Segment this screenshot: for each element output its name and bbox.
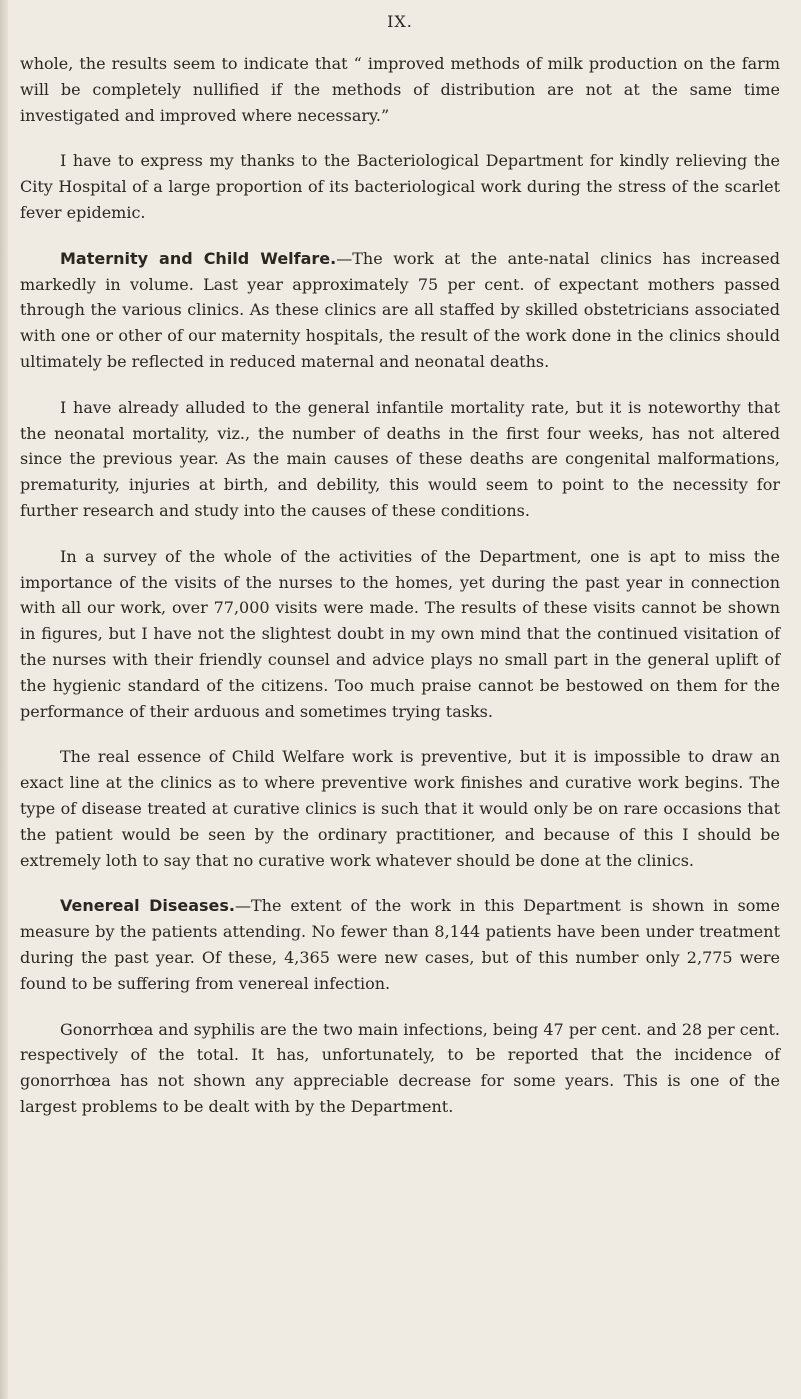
paragraph-8 [20, 1017, 780, 1120]
paragraph-6 [20, 744, 780, 873]
paragraph-8-text: Gonorrhœa and syphilis are the two main infections, being 47 per cent. and 28 per cent. respectively of the total. It has, unfortunately, to be reported that the incidence of gonorrhœa has not shown any appreciable decrease for some years. This is one of the largest problems to be dealt with by the Department. [20, 1019, 780, 1116]
paragraph-5 [20, 544, 780, 725]
page-number: IX. [387, 12, 413, 31]
paragraph-venereal [20, 893, 780, 996]
document-page [20, 12, 780, 1140]
paragraph-maternity [20, 246, 780, 375]
paragraph-1-text: whole, the results seem to indicate that “ improved methods of milk production on the farm will be completely nullified if the methods of distribution are not at the same time investigated and improved where necessary.” [20, 54, 780, 125]
paragraph-2 [20, 148, 780, 225]
paragraph-2-text: I have to express my thanks to the Bacteriological Department for kindly relieving the City Hospital of a large proportion of its bacteriological work during the stress of the scarlet fever epidemic. [20, 151, 780, 222]
paragraph-5-text: In a survey of the whole of the activities of the Department, one is apt to miss the importance of the visits of the nurses to the homes, yet during the past year in connection with all our work, over 77,000 visits were made. The results of these visits cannot be shown in figures, but I have not the slightest doubt in my own mind that the continued visitation of the nurses with their friendly counsel and advice plays no small part in the general uplift of the hygienic standard of the citizens. Too much praise cannot be bestowed on them for the performance of their arduous and sometimes trying tasks. [20, 546, 780, 721]
paragraph-4-text: I have already alluded to the general infantile mortality rate, but it is noteworthy that the neonatal mortality, viz., the number of deaths in the first four weeks, has not altered since the previous year. As the main causes of these deaths are congenital malformations, prematurity, injuries at birth, and debility, this would seem to point to the necessity for further research and study into the causes of these conditions. [20, 397, 780, 520]
paragraph-venereal-text: —The extent of the work in this Department is shown in some measure by the patients attending. No fewer than 8,144 patients have been under treatment during the past year. Of these, 4,365 were new cases, but of this number only 2,775 were found to be suffering from venereal infection. [20, 896, 781, 993]
paragraph-6-text: The real essence of Child Welfare work is preventive, but it is impossible to draw an exact line at the clinics as to where preventive work finishes and curative work begins. The type of disease treated at curative clinics is such that it would only be on rare occasions that the patient would be seen by the ordinary practitioner, and because of this I should be extremely loth to say that no curative work whatever should be done at the clinics. [20, 747, 780, 870]
paragraph-4 [20, 395, 780, 524]
paragraph-maternity-text: —The work at the ante-natal clinics has increased markedly in volume. Last year approximately 75 per cent. of expectant mothers passed through the various clinics. As these clinics are all staffed by skilled obstetricians associated with one or other of our maternity hospitals, the result of the work done in the clinics should ultimately be reflected in reduced maternal and neonatal deaths. [20, 248, 780, 371]
section-heading-maternity: Maternity and Child Welfare. [60, 248, 337, 268]
page-gutter-shadow [0, 0, 8, 1399]
section-heading-venereal: Venereal Diseases. [60, 896, 235, 916]
paragraph-1 [20, 51, 780, 128]
